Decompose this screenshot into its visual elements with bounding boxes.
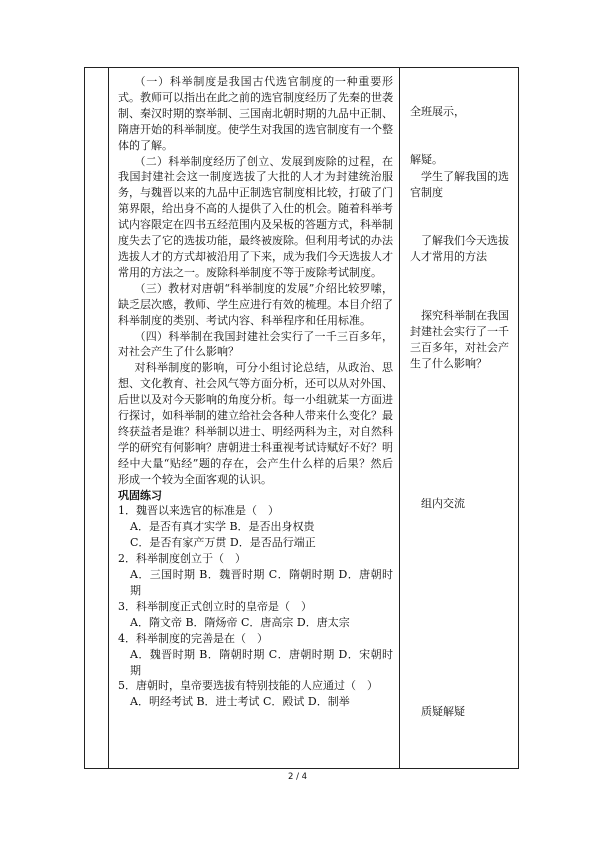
paragraph-textbook: （三）教材对唐朝“科举制度的发展”介绍比较罗嗦，缺乏层次感，教师、学生应进行有效的梳理。本目介绍了科举制度的类别、考试内容、科举程序和任用标准。 (118, 281, 393, 327)
content-column (109, 68, 400, 769)
note-clear-doubt: 解疑。 (410, 153, 443, 166)
note-learn-system: 学生了解我国的选官制度 (410, 170, 509, 199)
table-row (85, 68, 519, 769)
left-blank-column (85, 68, 109, 769)
question-stem: 4．科举制度的完善是在（ ） (118, 631, 268, 645)
question-stem: 1．魏晋以来选官的标准是（ ） (118, 504, 279, 518)
paragraph-question: （四）科举制在我国封建社会实行了一千三百多年，对社会产生了什么影响？ (118, 329, 393, 359)
question-options: C．是否有家产万贯 D．是否品行端正 (130, 536, 316, 550)
lesson-table (84, 67, 519, 769)
question-options: A．隋文帝 B．隋炀帝 C．唐高宗 D．唐太宗 (130, 615, 350, 629)
activity-notes (400, 68, 518, 768)
question-stem: 2．科举制度创立于（ ） (118, 552, 246, 566)
question-stem: 3．科举制度正式创立时的皇帝是（ ） (118, 599, 312, 613)
exercise-heading: 巩固练习 (118, 488, 162, 502)
note-learn-method: 了解我们今天选拔人才常用的方法 (410, 234, 509, 263)
note-explore: 探究科举制在我国封建社会实行了一千三百多年，对社会产生了什么影响？ (410, 309, 509, 370)
question-options: A．是否有真才实学 B．是否出身权贵 (130, 520, 315, 534)
note-class-show: 全班展示， (410, 105, 465, 118)
question-options: A．明经考试 B．进士考试 C．殿试 D．制举 (130, 695, 350, 709)
question-stem: 5．唐朝时，皇帝要选拔有特别技能的人应通过（ ） (118, 679, 378, 693)
page-number: 2 / 4 (287, 772, 308, 782)
question-options: A．三国时期 B．魏晋时期 C．隋朝时期 D．唐朝时期 (130, 568, 393, 597)
paragraph-selection-system: （一）科举制度是我国古代选官制度的一种重要形式。教师可以指出在此之前的选官制度经历了先秦的世袭制、秦汉时期的察举制、三国南北朝时期的九品中正制、隋唐开始的科举制度。使学生对我国的选官制度有一个整体的了解。 (118, 75, 393, 152)
question-options: A．魏晋时期 B．隋朝时期 C．唐朝时期 D．宋朝时期 (130, 647, 393, 677)
note-question-answer: 质疑解疑 (421, 705, 465, 718)
paragraph-discussion: 对科举制度的影响，可分小组讨论总结，从政治、思想、文化教育、社会风气等方面分析，还可以从对外国、后世以及对今天影响的角度分析。每一小组就某一方面进行探讨，如科举制的建立给社会各种人带来什么变化？最终获益者是谁？科举制以进士、明经两科为主，对自然科学的研究有何影响？唐朝进士科重视考试诗赋好不好？明经中大量“贴经”题的存在，会产生什么样的后果？然后形成一个较为全面客观的认识。 (118, 361, 393, 486)
content-text (109, 68, 399, 710)
paragraph-development: （二）科举制度经历了创立、发展到废除的过程，在我国封建社会这一制度选拔了大批的人才为封建统治服务，与魏晋以来的九品中正制选官制度相比较，打破了门第界限，给出身不高的人提供了入仕的机会。随着科举考试内容限定在四书五经范围内及呆板的答题方式，科举制度失去了它的选拔功能，最终被废除。但利用考试的办法选拔人才的方式却被沿用了下来，成为我们今天选拔人才常用的方法之一。废除科举制度不等于废除考试制度。 (118, 154, 393, 279)
activity-column (400, 68, 519, 769)
note-group-exchange: 组内交流 (421, 497, 465, 510)
